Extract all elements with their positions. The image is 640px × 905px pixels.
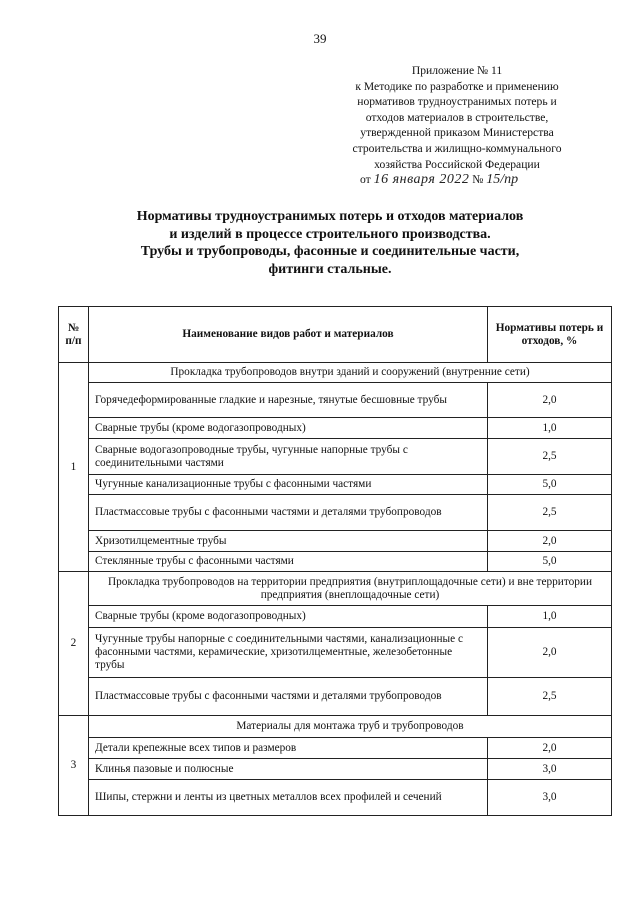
table-row <box>59 780 612 816</box>
appendix-line: строительства и жилищно-коммунального <box>352 141 562 155</box>
table-row <box>59 678 612 716</box>
appendix-line: нормативов трудноустранимых потерь и <box>357 95 557 109</box>
header-value: Нормативы потерь и отходов, % <box>488 307 612 363</box>
appendix-line: к Методике по разработке и применению <box>355 79 559 93</box>
norms-table <box>58 306 612 816</box>
row-name: Клинья пазовые и полюсные <box>89 759 488 780</box>
table-row <box>59 552 612 572</box>
row-value: 5,0 <box>488 475 612 495</box>
row-name: Сварные трубы (кроме водогазопроводных) <box>89 606 488 628</box>
row-name: Детали крепежные всех типов и размеров <box>89 738 488 759</box>
row-name: Пластмассовые трубы с фасонными частями и деталями трубопроводов <box>89 495 488 531</box>
group-number: 3 <box>59 716 89 816</box>
section-heading: Прокладка трубопроводов на территории предприятия (внутриплощадочные сети) и вне территории предприятия (внеплощадочные сети) <box>89 572 612 606</box>
group-number: 1 <box>59 363 89 572</box>
title-line: Нормативы трудноустранимых потерь и отходов материалов <box>136 209 524 224</box>
table-row <box>59 759 612 780</box>
row-value: 2,0 <box>488 628 612 678</box>
row-name: Пластмассовые трубы с фасонными частями и деталями трубопроводов <box>89 678 488 716</box>
row-value: 2,5 <box>488 439 612 475</box>
appendix-line: хозяйства Российской Федерации <box>374 157 540 171</box>
row-value: 2,0 <box>488 738 612 759</box>
row-value: 2,5 <box>488 495 612 531</box>
table-row <box>59 418 612 439</box>
title-line: Трубы и трубопроводы, фасонные и соединительные части, <box>140 244 520 259</box>
table-row <box>59 363 612 383</box>
table-row <box>59 628 612 678</box>
row-name: Хризотилцементные трубы <box>89 531 488 552</box>
order-date-line <box>327 172 587 188</box>
page-number: 39 <box>313 31 327 46</box>
row-name: Шипы, стержни и ленты из цветных металлов всех профилей и сечений <box>89 780 488 816</box>
appendix-line: утвержденной приказом Министерства <box>360 126 554 140</box>
section-heading: Прокладка трубопроводов внутри зданий и сооружений (внутренние сети) <box>89 363 612 383</box>
table-row <box>59 475 612 495</box>
date-prefix: от <box>360 173 371 187</box>
row-name: Стеклянные трубы с фасонными частями <box>89 552 488 572</box>
table-row <box>59 572 612 606</box>
row-value: 5,0 <box>488 552 612 572</box>
table-row <box>59 531 612 552</box>
title-line: фитинги стальные. <box>268 261 392 277</box>
table-header-row <box>59 307 612 363</box>
table-row <box>59 383 612 418</box>
row-name: Сварные трубы (кроме водогазопроводных) <box>89 418 488 439</box>
appendix-block <box>327 63 587 188</box>
appendix-line: отходов материалов в строительстве, <box>365 110 549 124</box>
row-value: 3,0 <box>488 780 612 816</box>
row-value: 1,0 <box>488 606 612 628</box>
row-name: Горячедеформированные гладкие и нарезные, тянутые бесшовные трубы <box>89 383 488 418</box>
appendix-line: Приложение № 11 <box>411 64 503 77</box>
title-line: и изделий в процессе строительного производства. <box>169 226 491 242</box>
row-value: 2,5 <box>488 678 612 716</box>
row-value: 3,0 <box>488 759 612 780</box>
group-number: 2 <box>59 572 89 716</box>
handwritten-date: 16 января 2022 <box>373 172 470 188</box>
number-prefix: № <box>472 173 484 187</box>
row-value: 2,0 <box>488 383 612 418</box>
table-row <box>59 716 612 738</box>
table-row <box>59 738 612 759</box>
handwritten-number: 15/пр <box>486 172 519 188</box>
row-name: Чугунные трубы напорные с соединительными частями, канализационные с фасонными частями, керамические, хризотилцементные, железобетонные трубы <box>89 628 488 678</box>
section-heading: Материалы для монтажа труб и трубопроводов <box>89 716 612 738</box>
document-title <box>95 208 565 278</box>
table-row <box>59 439 612 475</box>
header-name: Наименование видов работ и материалов <box>89 307 488 363</box>
row-value: 2,0 <box>488 531 612 552</box>
header-num: № п/п <box>59 307 89 363</box>
row-name: Чугунные канализационные трубы с фасонными частями <box>89 475 488 495</box>
table-row <box>59 495 612 531</box>
table-row <box>59 606 612 628</box>
row-value: 1,0 <box>488 418 612 439</box>
row-name: Сварные водогазопроводные трубы, чугунные напорные трубы с соединительными частями <box>89 439 488 475</box>
